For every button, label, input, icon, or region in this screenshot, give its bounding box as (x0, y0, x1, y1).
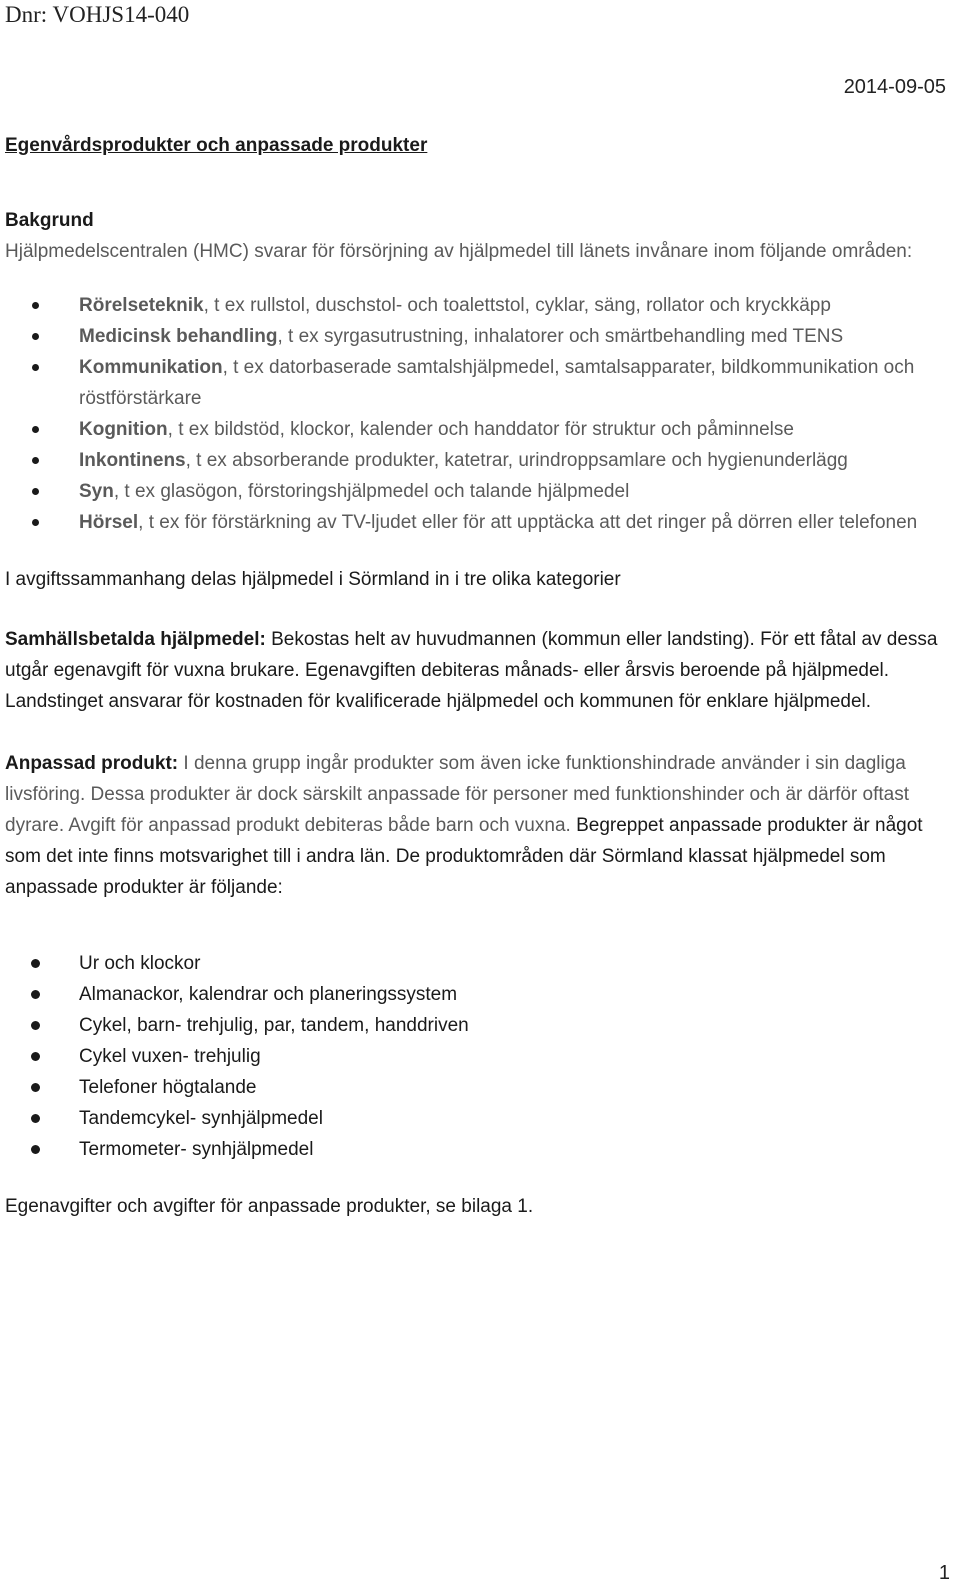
list-item (5, 414, 951, 445)
list-item (5, 321, 951, 352)
list-item (5, 507, 951, 538)
area-description: , t ex bildstöd, klockor, kalender och handdator för struktur och påminnelse (167, 419, 794, 440)
area-name: Kommunikation (79, 357, 223, 378)
list-item (5, 445, 951, 476)
product-label: Almanackor, kalendrar och planeringssystem (79, 984, 458, 1005)
list-item (5, 979, 951, 1010)
product-label: Cykel vuxen- trehjulig (79, 1046, 261, 1067)
area-description: , t ex rullstol, duschstol- och toalettstol, cyklar, säng, rollator och kryckkäpp (203, 295, 831, 316)
anpassad-text: Begreppet anpassade produkter är något som det inte finns motsvarighet till i andra län. De produktområden där Sörmland klassat hjälpmedel som anpassade produkter är följande: (5, 815, 923, 898)
area-name: Kognition (79, 419, 168, 440)
samhallsbetalda-label: Samhällsbetalda hjälpmedel: (5, 629, 266, 650)
bullet-icon (32, 519, 39, 526)
area-name: Hörsel (79, 512, 139, 533)
document-body (5, 130, 951, 1222)
page-number: 1 (938, 1562, 950, 1584)
bullet-icon (31, 1083, 40, 1092)
area-name: Rörelseteknik (79, 295, 204, 316)
bullet-icon (31, 959, 40, 968)
list-item (5, 476, 951, 507)
product-label: Termometer- synhjälpmedel (79, 1139, 314, 1160)
bullet-icon (32, 457, 39, 464)
anpassad-paragraph (5, 748, 951, 903)
samhallsbetalda-paragraph (5, 624, 951, 717)
list-item (5, 1103, 951, 1134)
document-date: 2014-09-05 (843, 76, 946, 98)
area-description: , t ex för förstärkning av TV-ljudet eller för att upptäcka att det ringer på dörren eller telefonen (138, 512, 918, 533)
list-item (5, 1010, 951, 1041)
samhallsbetalda-text: Bekostas helt av huvudmannen (kommun eller landsting). För ett fåtal av dessa utgår egenavgift för vuxna brukare. Egenavgiften debiteras månads- eller årsvis beroende på hjälpmedel. Landstinget ansvarar för kostnaden för kvalificerade hjälpmedel och kommunen för enklare hjälpmedel. (5, 629, 938, 712)
list-item (5, 1072, 951, 1103)
list-item (5, 1134, 951, 1165)
bullet-icon (31, 1021, 40, 1030)
reference-number: Dnr: VOHJS14-040 (5, 2, 190, 27)
bullet-icon (31, 990, 40, 999)
bullet-icon (32, 426, 39, 433)
product-label: Cykel, barn- trehjulig, par, tandem, handdriven (79, 1015, 469, 1036)
anpassad-text-gray: I denna grupp ingår produkter som även icke funktionshindrade använder i sin dagliga livsföring. Dessa produkter är dock särskilt anpassade för personer med funktionshinder och är därför oftast dyrare. Avgift för anpassad produkt debiteras både barn och vuxna. (5, 753, 910, 836)
list-item (5, 290, 951, 321)
bullet-icon (32, 364, 39, 371)
bullet-icon (31, 1145, 40, 1154)
areas-list (5, 290, 951, 538)
area-description: , t ex datorbaserade samtalshjälpmedel, samtalsapparater, bildkommunikation och röstförstärkare (79, 357, 915, 409)
section-heading-bakgrund: Bakgrund (5, 210, 94, 231)
area-description: , t ex syrgasutrustning, inhalatorer och smärtbehandling med TENS (277, 326, 844, 347)
list-item (5, 1041, 951, 1072)
product-label: Ur och klockor (79, 953, 201, 974)
bullet-icon (32, 488, 39, 495)
closing-sentence: Egenavgifter och avgifter för anpassade produkter, se bilaga 1. (5, 1196, 534, 1217)
categories-sentence: I avgiftssammanhang delas hjälpmedel i Sörmland in i tre olika kategorier (5, 569, 621, 590)
intro-paragraph: Hjälpmedelscentralen (HMC) svarar för försörjning av hjälpmedel till länets invånare inom följande områden: (5, 241, 913, 262)
area-description: , t ex absorberande produkter, katetrar, urindroppsamlare och hygienunderlägg (185, 450, 848, 471)
products-list (5, 948, 951, 1165)
area-name: Medicinsk behandling (79, 326, 278, 347)
area-name: Inkontinens (79, 450, 186, 471)
area-description: , t ex glasögon, förstoringshjälpmedel och talande hjälpmedel (113, 481, 630, 502)
product-label: Telefoner högtalande (79, 1077, 257, 1098)
bullet-icon (31, 1114, 40, 1123)
anpassad-label: Anpassad produkt: (5, 753, 179, 774)
bullet-icon (32, 302, 39, 309)
bullet-icon (32, 333, 39, 340)
document-title: Egenvårdsprodukter och anpassade produkter (5, 135, 428, 156)
bullet-icon (31, 1052, 40, 1061)
list-item (5, 948, 951, 979)
product-label: Tandemcykel- synhjälpmedel (79, 1108, 323, 1129)
list-item (5, 352, 951, 414)
area-name: Syn (79, 481, 114, 502)
